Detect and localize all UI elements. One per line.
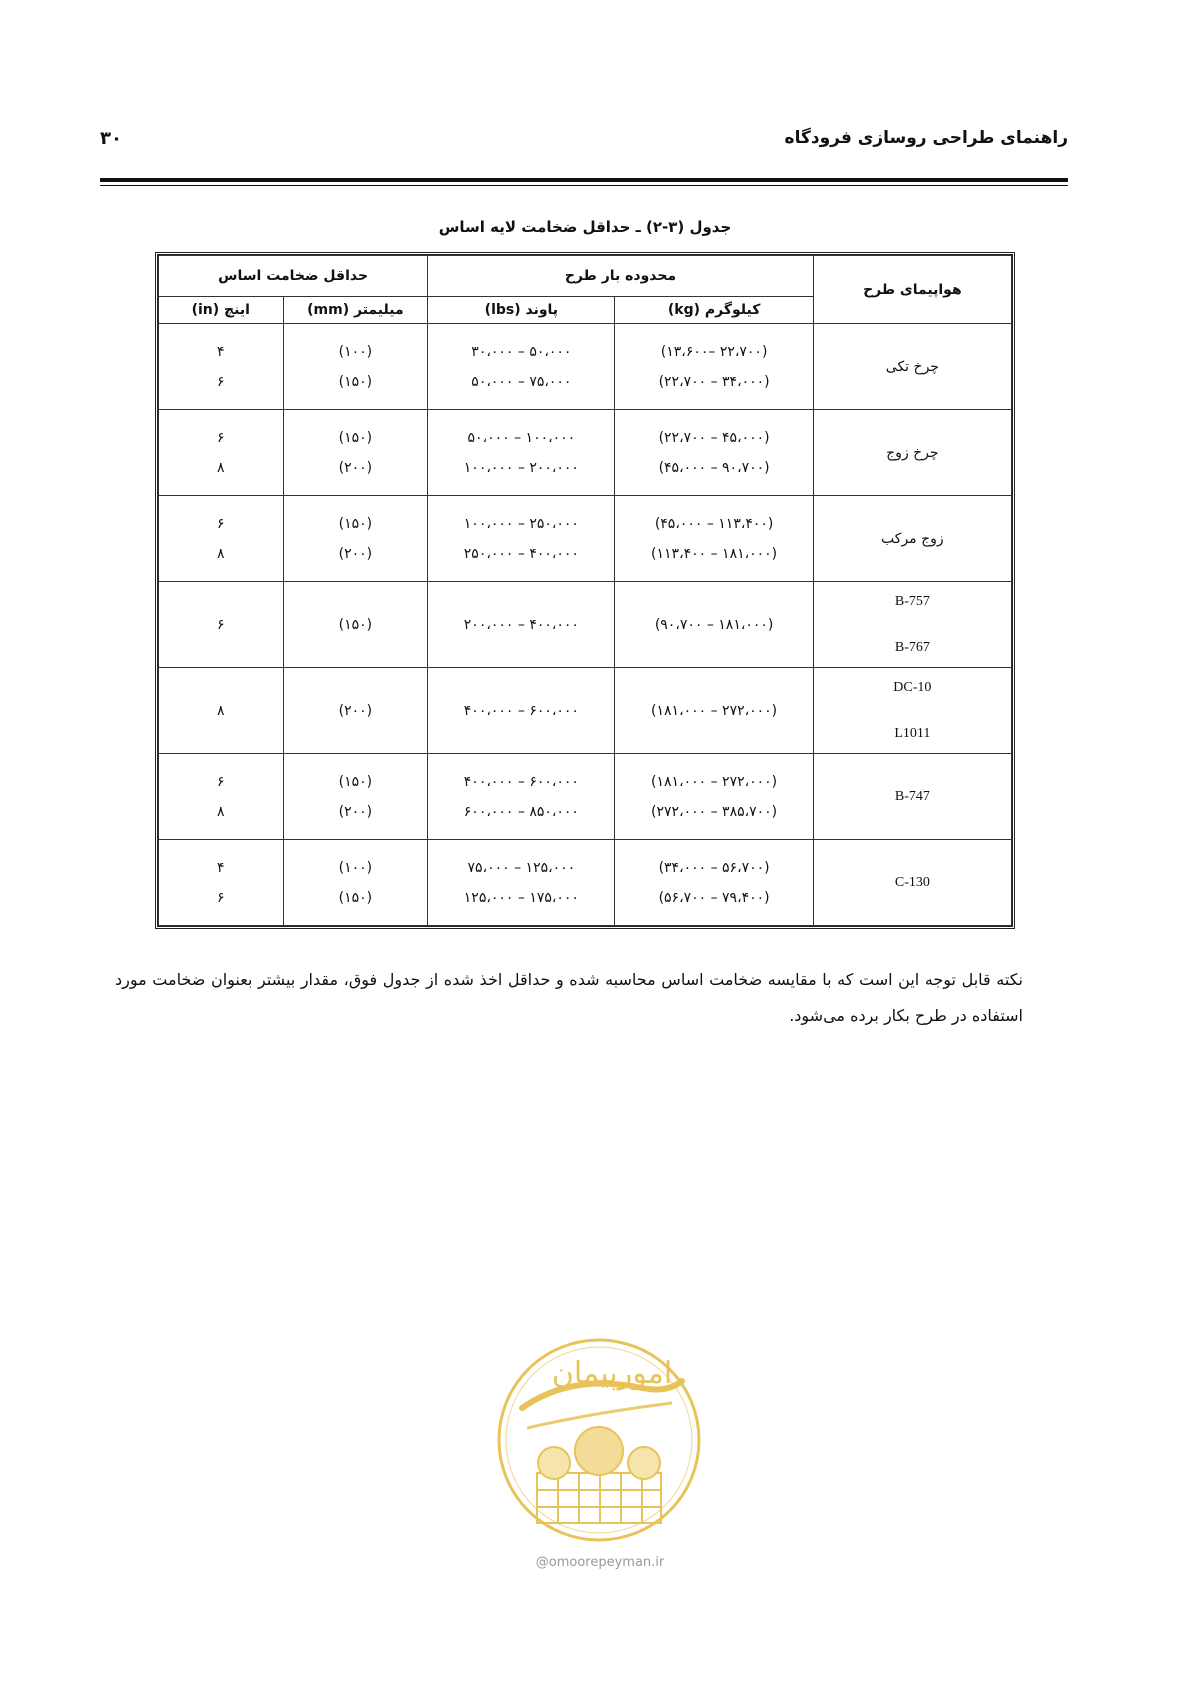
note-paragraph: نکته قابل توجه این است که با مقایسه ضخامت اساس محاسبه شده و حداقل اخذ شده از جدول فوق، مقدار بیشتر بعنوان ضخامت مورد استفاده در طرح بکار برده می‌شود.: [115, 970, 1023, 1025]
cell-lbs: ۷۵،۰۰۰ – ۱۲۵،۰۰۰ ۱۲۵،۰۰۰ – ۱۷۵،۰۰۰: [428, 840, 615, 926]
cell-in: ۴ ۶: [159, 324, 284, 410]
cell-aircraft: چرخ زوج: [813, 410, 1011, 496]
page-number: ۳۰: [100, 128, 122, 149]
page-header: [100, 128, 1068, 158]
cell-mm: (۱۵۰) (۲۰۰): [283, 410, 428, 496]
cell-kg: (۱۳،۶۰۰– ۲۲،۷۰۰) (۲۲،۷۰۰ – ۳۴،۰۰۰): [615, 324, 813, 410]
table-row: [159, 840, 1012, 926]
cell-mm: (۱۰۰) (۱۵۰): [283, 324, 428, 410]
header-aircraft: هواپیمای طرح: [813, 256, 1011, 324]
table-row: [159, 754, 1012, 840]
cell-aircraft: چرخ تکی: [813, 324, 1011, 410]
cell-mm: (۲۰۰): [283, 668, 428, 754]
watermark-logo-text: امورپیمان: [551, 1356, 673, 1391]
watermark-logo: [492, 1333, 706, 1547]
cell-kg: (۹۰،۷۰۰ – ۱۸۱،۰۰۰): [615, 582, 813, 668]
cell-in: ۴ ۶: [159, 840, 284, 926]
cell-in: ۶ ۸: [159, 754, 284, 840]
cell-in: ۶ ۸: [159, 496, 284, 582]
cell-aircraft: زوج مرکب: [813, 496, 1011, 582]
header-in: اینچ (in): [159, 297, 284, 324]
cell-lbs: ۵۰،۰۰۰ – ۱۰۰،۰۰۰ ۱۰۰،۰۰۰ – ۲۰۰،۰۰۰: [428, 410, 615, 496]
table-row: [159, 496, 1012, 582]
cell-aircraft: DC-10 L1011: [813, 668, 1011, 754]
cell-kg: (۴۵،۰۰۰ – ۱۱۳،۴۰۰) (۱۱۳،۴۰۰ – ۱۸۱،۰۰۰): [615, 496, 813, 582]
table-caption: جدول (۳-۲) ـ حداقل ضخامت لایه اساس: [438, 218, 732, 236]
cell-in: ۶ ۸: [159, 410, 284, 496]
cell-mm: (۱۵۰) (۲۰۰): [283, 754, 428, 840]
cell-kg: (۱۸۱،۰۰۰ – ۲۷۲،۰۰۰): [615, 668, 813, 754]
header-rule-thick: [100, 178, 1068, 182]
cell-kg: (۱۸۱،۰۰۰ – ۲۷۲،۰۰۰) (۲۷۲،۰۰۰ – ۳۸۵،۷۰۰): [615, 754, 813, 840]
cell-lbs: ۴۰۰،۰۰۰ – ۶۰۰،۰۰۰ ۶۰۰،۰۰۰ – ۸۵۰،۰۰۰: [428, 754, 615, 840]
table-row: [159, 410, 1012, 496]
cell-lbs: ۳۰،۰۰۰ – ۵۰،۰۰۰ ۵۰،۰۰۰ – ۷۵،۰۰۰: [428, 324, 615, 410]
header-lbs: پاوند (lbs): [428, 297, 615, 324]
header-mm: میلیمتر (mm): [283, 297, 428, 324]
cell-kg: (۲۲،۷۰۰ – ۴۵،۰۰۰) (۴۵،۰۰۰ – ۹۰،۷۰۰): [615, 410, 813, 496]
running-title: راهنمای طراحی روسازی فرودگاه: [784, 128, 1068, 148]
base-thickness-table: [155, 252, 1015, 929]
cell-in: ۸: [159, 668, 284, 754]
table-row: [159, 324, 1012, 410]
cell-lbs: ۴۰۰،۰۰۰ – ۶۰۰،۰۰۰: [428, 668, 615, 754]
header-load-range: محدوده بار طرح: [428, 256, 813, 297]
table: [158, 255, 1012, 926]
table-row: [159, 582, 1012, 668]
cell-mm: (۱۰۰) (۱۵۰): [283, 840, 428, 926]
header-kg: کیلوگرم (kg): [615, 297, 813, 324]
cell-mm: (۱۵۰) (۲۰۰): [283, 496, 428, 582]
watermark-site: @omoorepeyman.ir: [535, 1555, 665, 1570]
header-min-thickness: حداقل ضخامت اساس: [159, 256, 428, 297]
cell-aircraft: C-130: [813, 840, 1011, 926]
cell-mm: (۱۵۰): [283, 582, 428, 668]
table-row: [159, 668, 1012, 754]
cell-aircraft: B-757 B-767: [813, 582, 1011, 668]
cell-lbs: ۱۰۰،۰۰۰ – ۲۵۰،۰۰۰ ۲۵۰،۰۰۰ – ۴۰۰،۰۰۰: [428, 496, 615, 582]
cell-lbs: ۲۰۰،۰۰۰ – ۴۰۰،۰۰۰: [428, 582, 615, 668]
header-rule-thin: [100, 185, 1068, 186]
cell-aircraft: B-747: [813, 754, 1011, 840]
cell-in: ۶: [159, 582, 284, 668]
cell-kg: (۳۴،۰۰۰ – ۵۶،۷۰۰) (۵۶،۷۰۰ – ۷۹،۴۰۰): [615, 840, 813, 926]
